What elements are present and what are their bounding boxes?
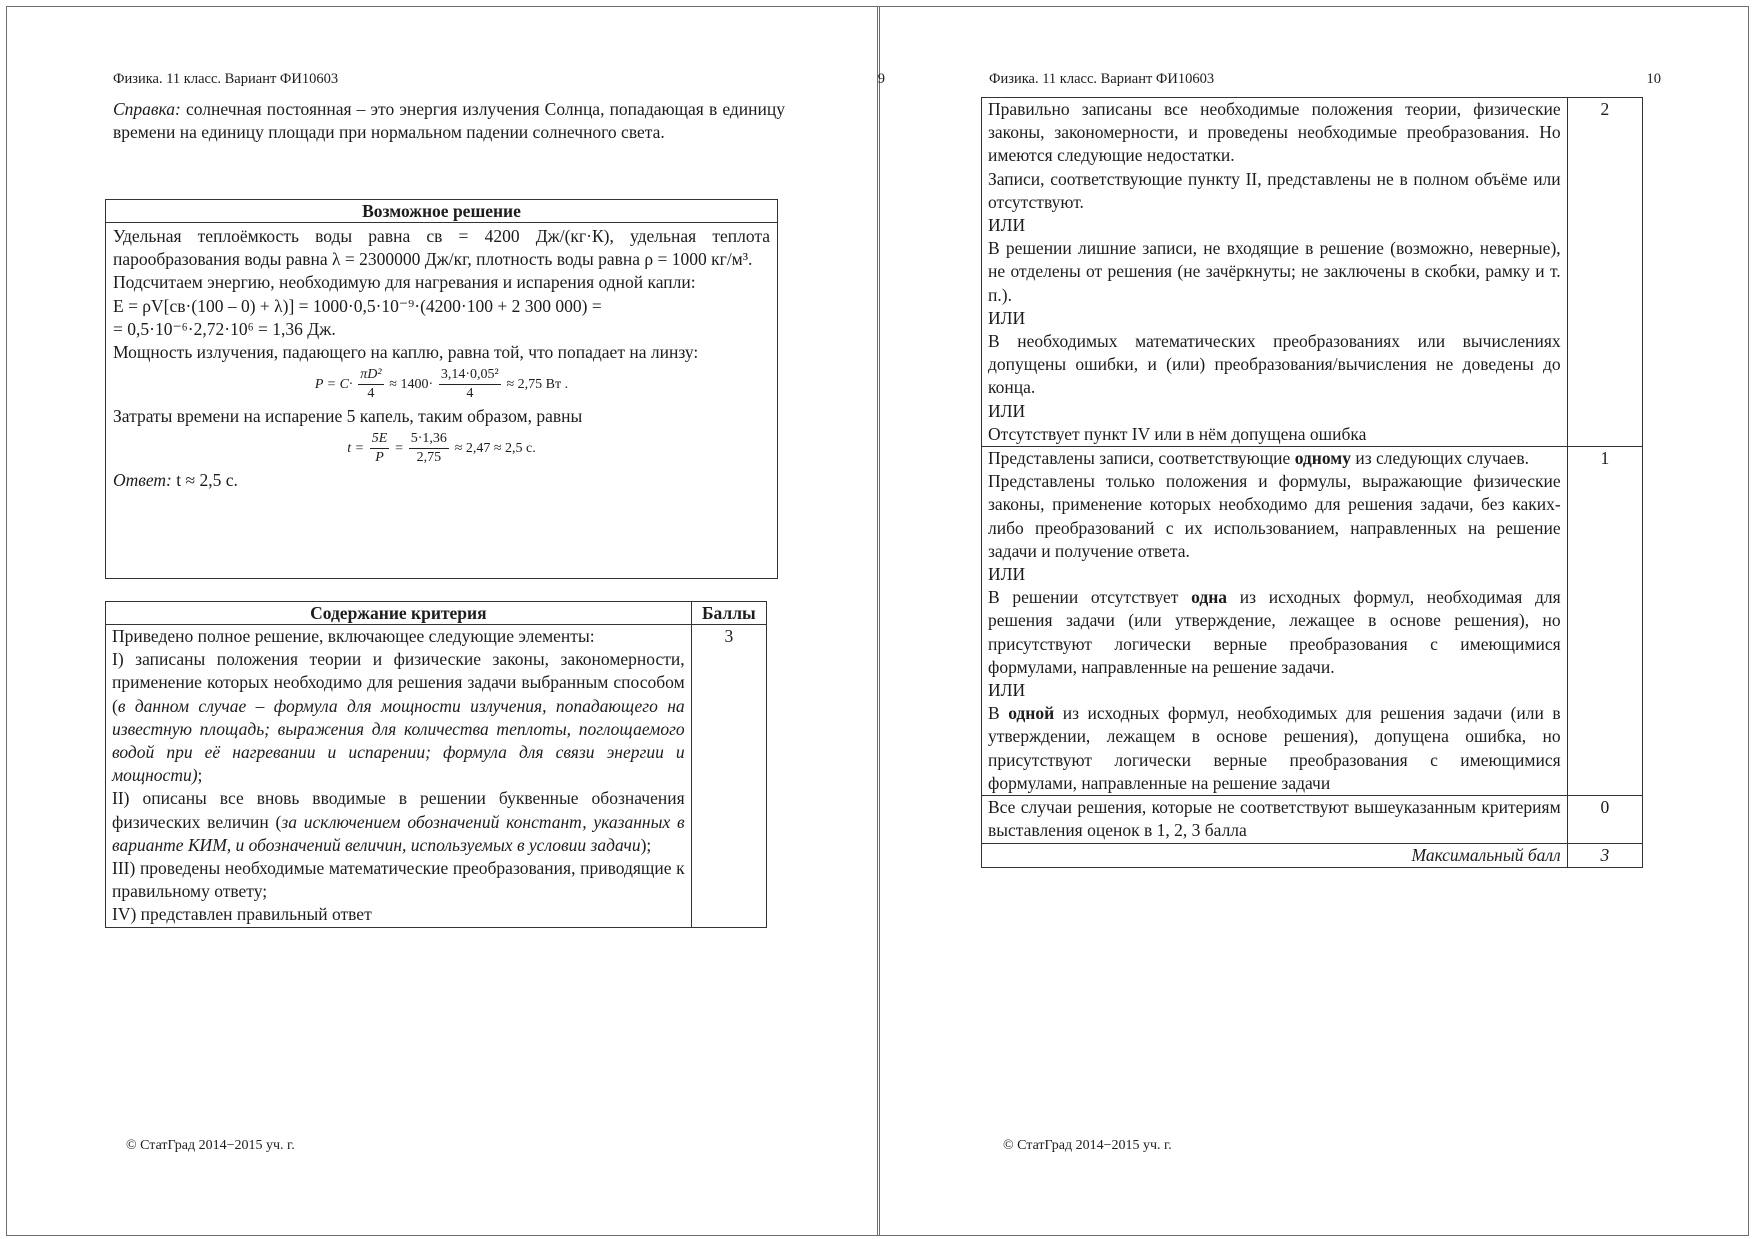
solution-para-power: Мощность излучения, падающего на каплю, равна той, что попадает на линзу: xyxy=(113,342,699,363)
row2-para-2: Записи, соответствующие пункту II, представлены не в полном объёме или отсутствуют. xyxy=(988,168,1561,212)
criteria-item-1-italic: в данном случае – формула для мощности излучения, попадающего на известную площадь; выражения для количества теплоты, поглощаемого водой при её нагревании и испарении; формула для связи энергии и мощности) xyxy=(112,695,685,786)
power-fraction-1 xyxy=(358,366,383,403)
solution-body xyxy=(106,223,777,495)
criteria-item-1 xyxy=(112,648,685,787)
criteria-item-2-end: ); xyxy=(640,834,652,855)
max-score-label: Максимальный балл xyxy=(982,843,1568,867)
row2-para-5: Отсутствует пункт IV или в нём допущена ошибка xyxy=(988,423,1367,444)
max-score-value: 3 xyxy=(1567,843,1642,867)
criteria-row-3-points xyxy=(106,625,767,928)
power-fraction-1-denominator: 4 xyxy=(367,386,375,402)
answer-value: t ≈ 2,5 с. xyxy=(171,470,238,491)
time-formula-lhs: t = xyxy=(347,441,365,457)
points-column-header: Баллы xyxy=(691,602,766,625)
reference-note xyxy=(113,98,785,145)
criteria-column-header: Содержание критерия xyxy=(106,602,692,625)
time-formula-equals: = xyxy=(395,441,404,457)
criteria-table xyxy=(105,601,767,928)
criteria-row-2-content xyxy=(982,98,1568,447)
time-fraction-1 xyxy=(370,430,390,467)
row2-para-4: В необходимых математических преобразованиях или вычислениях допущены ошибки, и (или) преобразования/вычисления не доведены до конца. xyxy=(988,331,1561,398)
answer-label: Ответ: xyxy=(113,470,172,491)
row3-para-1 xyxy=(988,447,1561,470)
energy-formula-line1: E = ρV[cв·(100 – 0) + λ)] = 1000·0,5·10⁻⁹·(4200·100 + 2 300 000) = xyxy=(113,295,602,316)
power-fraction-2-numerator: 3,14·0,05² xyxy=(439,366,501,385)
criteria-row-2-points xyxy=(982,98,1643,447)
row3-or-1: ИЛИ xyxy=(988,564,1026,585)
max-score-row xyxy=(982,843,1643,867)
solution-para-time: Затраты времени на испарение 5 капель, таким образом, равны xyxy=(113,406,583,427)
row3-para-4 xyxy=(988,702,1561,795)
row3-para-4-bold: одной xyxy=(1008,703,1055,724)
criteria-row-0-points xyxy=(982,796,1643,843)
criteria-item-2-italic: за исключением обозначений констант, указанных в варианте КИМ, и обозначений величин, используемых в условии задачи xyxy=(112,811,685,855)
criteria-row-1-content xyxy=(982,447,1568,796)
criteria-row-2-points-value: 2 xyxy=(1567,98,1642,447)
criteria-item-1-end: ; xyxy=(197,765,203,786)
criteria-table-continued xyxy=(981,97,1643,868)
power-fraction-1-numerator: πD² xyxy=(358,366,383,385)
criteria-row-3-content xyxy=(106,625,692,928)
time-formula-result: ≈ 2,47 ≈ 2,5 с. xyxy=(454,441,536,457)
criteria-item-1-text: I) записаны положения теории и физические законы, закономерности, применение которых необходимо для решения задачи выбранным способом ( xyxy=(112,649,685,716)
row3-para-3-bold: одна xyxy=(1191,587,1228,608)
row3-para-3-b: из исходных формул, необходимая для решения задачи (или утверждение, лежащее в основе решения), но присутствуют логически верные преобразования с имеющимися формулами, направленные на решение задачи. xyxy=(988,587,1561,677)
row3-para-1-b: из следующих случаев. xyxy=(1350,448,1529,469)
power-fraction-2-denominator: 4 xyxy=(466,386,474,402)
power-formula xyxy=(113,366,770,403)
row3-para-2: Представлены только положения и формулы, выражающие физические законы, применение которых необходимо для решения задачи, без каких-либо преобразований с их использованием, направленных на решение задачи и получение ответа. xyxy=(988,471,1561,561)
header-title: Физика. 11 класс. Вариант ФИ10603 xyxy=(113,71,339,87)
criteria-row-0-points-value: 0 xyxy=(1567,796,1642,843)
criteria-item-4: IV) представлен правильный ответ xyxy=(112,904,372,925)
criteria-intro: Приведено полное решение, включающее следующие элементы: xyxy=(112,626,595,646)
page-number: 9 xyxy=(877,71,885,87)
criteria-item-2 xyxy=(112,787,685,857)
row3-para-1-a: Представлены записи, соответствующие xyxy=(988,448,1295,469)
solution-para-energy: Подсчитаем энергию, необходимую для нагревания и испарения одной капли: xyxy=(113,272,696,293)
time-fraction-1-numerator: 5E xyxy=(370,430,390,449)
header-title: Физика. 11 класс. Вариант ФИ10603 xyxy=(989,71,1215,87)
footer-right: © СтатГрад 2014−2015 уч. г. xyxy=(1003,1138,1172,1153)
page-number: 10 xyxy=(1646,71,1661,87)
time-fraction-1-denominator: P xyxy=(375,450,384,466)
time-fraction-2-denominator: 2,75 xyxy=(416,450,442,466)
power-formula-lhs: P = C· xyxy=(314,377,353,393)
row3-para-4-b: из исходных формул, необходимых для решения задачи (или в утверждении, лежащем в основе решения), допущена ошибка, но присутствуют логически верные преобразования с имеющимися формулами, направленные на решение задачи xyxy=(988,703,1561,793)
time-fraction-2-numerator: 5·1,36 xyxy=(409,430,449,449)
criteria-row-0-content: Все случаи решения, которые не соответствуют вышеуказанным критериям выставления оценок в 1, 2, 3 балла xyxy=(982,796,1568,843)
row3-or-2: ИЛИ xyxy=(988,680,1026,701)
criteria-item-3: III) проведены необходимые математические преобразования, приводящие к правильному ответу; xyxy=(112,858,685,902)
row2-or-1: ИЛИ xyxy=(988,215,1026,236)
power-formula-result: ≈ 2,75 Вт . xyxy=(506,377,569,393)
solution-para-constants: Удельная теплоёмкость воды равна cв = 4200 Дж/(кг·К), удельная теплота парообразования воды равна λ = 2300000 Дж/кг, плотность воды равна ρ = 1000 кг/м³. xyxy=(113,226,770,270)
reference-text: солнечная постоянная – это энергия излучения Солнца, попадающая в единицу времени на единицу площади при нормальном падении солнечного света. xyxy=(113,99,785,143)
time-fraction-2 xyxy=(409,430,449,467)
row3-para-4-a: В xyxy=(988,703,1009,724)
row3-para-3 xyxy=(988,586,1561,679)
row3-para-3-a: В решении отсутствует xyxy=(988,587,1192,608)
criteria-row-1-points-value: 1 xyxy=(1567,447,1642,796)
power-formula-mid: ≈ 1400· xyxy=(389,377,434,393)
solution-heading: Возможное решение xyxy=(106,200,777,223)
row2-or-3: ИЛИ xyxy=(988,400,1026,421)
criteria-item-2-text: II) описаны все вновь вводимые в решении буквенные обозначения физических величин ( xyxy=(112,788,685,832)
time-formula xyxy=(113,430,770,467)
reference-label: Справка: xyxy=(113,99,181,119)
power-fraction-2 xyxy=(439,366,501,403)
footer-left: © СтатГрад 2014−2015 уч. г. xyxy=(126,1138,295,1153)
row2-or-2: ИЛИ xyxy=(988,307,1026,328)
row3-para-1-bold: одному xyxy=(1294,448,1351,469)
criteria-header-row xyxy=(106,602,767,625)
row2-para-1: Правильно записаны все необходимые положения теории, физические законы, закономерности, и проведены необходимые преобразования. Но имеются следующие недостатки. xyxy=(988,99,1561,166)
solution-box xyxy=(105,199,778,579)
energy-formula-line2: = 0,5·10⁻⁶·2,72·10⁶ = 1,36 Дж. xyxy=(113,318,336,339)
criteria-row-3-points-value: 3 xyxy=(691,625,766,928)
answer-line xyxy=(113,469,770,492)
criteria-row-1-points xyxy=(982,447,1643,796)
row2-para-3: В решении лишние записи, не входящие в решение (возможно, неверные), не отделены от решения (не зачёркнуты; не заключены в скобки, рамку и т. п.). xyxy=(988,238,1561,305)
